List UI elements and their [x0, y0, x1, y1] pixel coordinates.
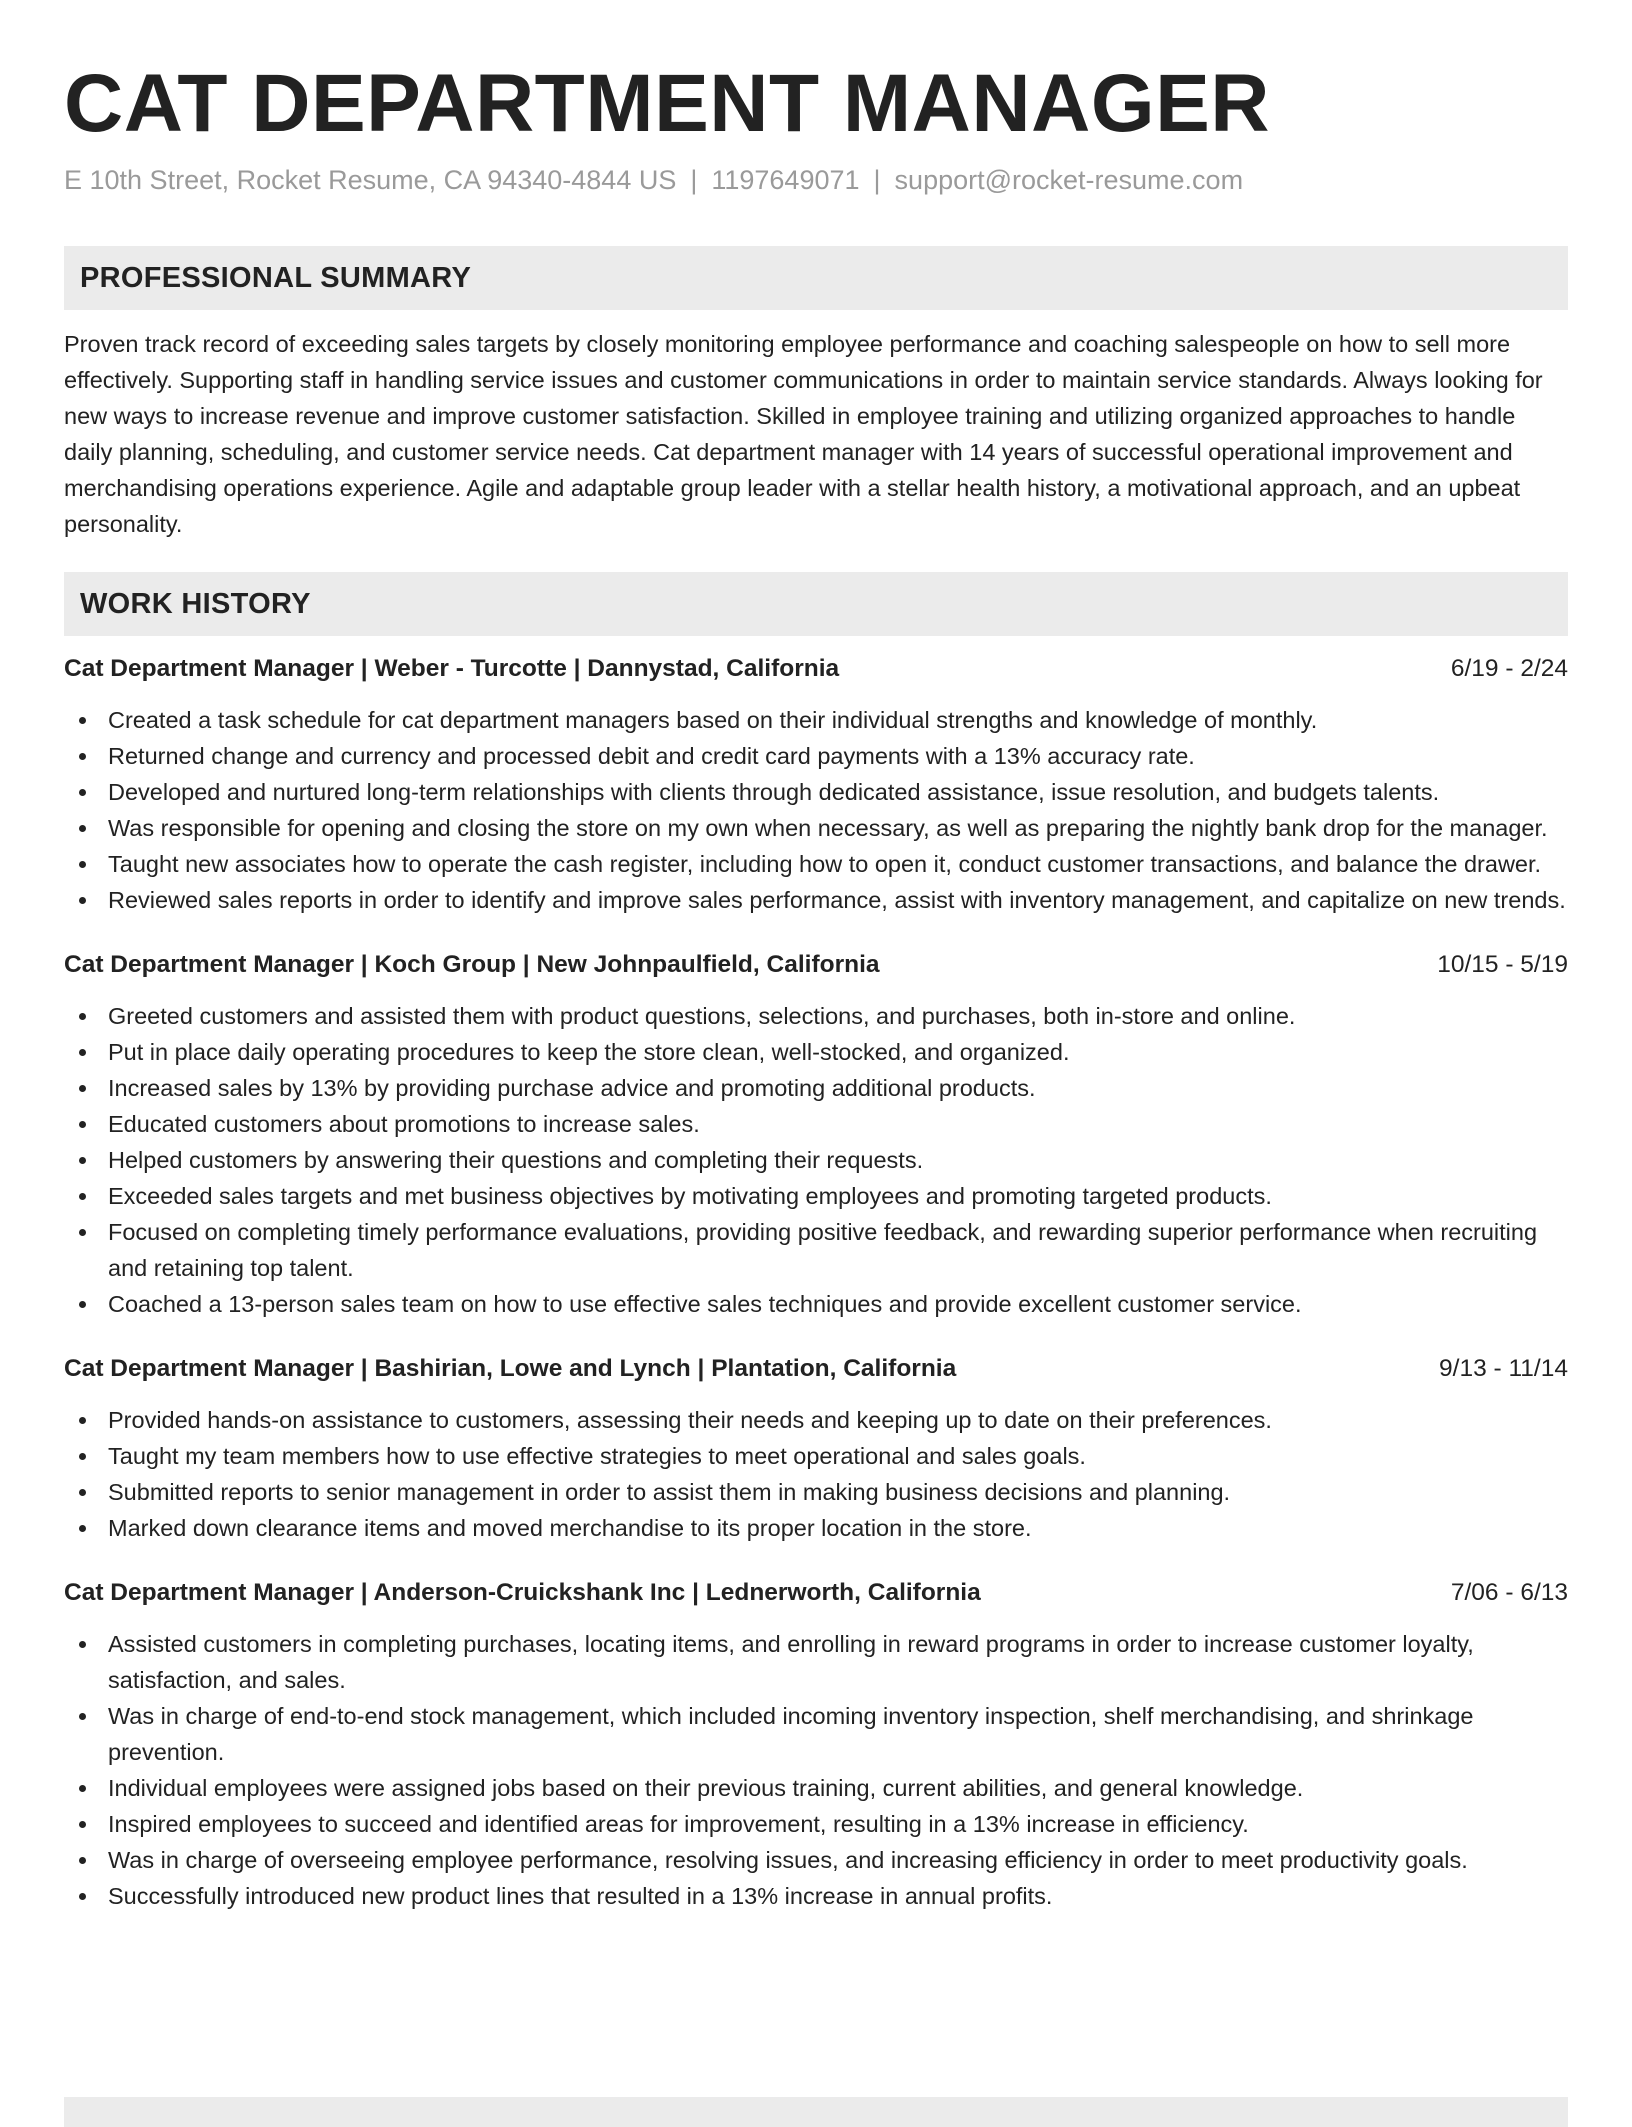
job-bullet: Reviewed sales reports in order to identify and improve sales performance, assist with inventory management, and capitalize on new trends. — [64, 882, 1568, 918]
resume-page — [64, 0, 1568, 1914]
job-header — [64, 1352, 1568, 1386]
job-entry — [64, 948, 1568, 1322]
job-bullet: Inspired employees to succeed and identified areas for improvement, resulting in a 13% increase in efficiency. — [64, 1806, 1568, 1842]
job-bullets — [64, 998, 1568, 1322]
job-bullet: Submitted reports to senior management in order to assist them in making business decisions and planning. — [64, 1474, 1568, 1510]
next-section-heading-bar — [64, 2097, 1568, 2127]
job-bullet: Created a task schedule for cat department managers based on their individual strengths and knowledge of monthly. — [64, 702, 1568, 738]
work-history-list — [64, 652, 1568, 1914]
job-entry — [64, 1576, 1568, 1914]
job-bullet: Helped customers by answering their questions and completing their requests. — [64, 1142, 1568, 1178]
job-dates: 6/19 - 2/24 — [1450, 655, 1568, 682]
contact-address: E 10th Street, Rocket Resume, CA 94340-4844 US — [64, 165, 677, 195]
job-bullet: Focused on completing timely performance evaluations, providing positive feedback, and rewarding superior performance when recruiting and retaining top talent. — [64, 1214, 1568, 1286]
work-history-heading: WORK HISTORY — [64, 572, 1568, 636]
job-title: Cat Department Manager | Anderson-Cruickshank Inc | Lednerworth, California — [64, 1579, 981, 1606]
job-bullet: Increased sales by 13% by providing purchase advice and promoting additional products. — [64, 1070, 1568, 1106]
job-dates: 7/06 - 6/13 — [1450, 1579, 1568, 1606]
job-bullets — [64, 702, 1568, 918]
contact-email: support@rocket-resume.com — [894, 165, 1244, 195]
job-bullet: Was in charge of end-to-end stock management, which included incoming inventory inspection, shelf merchandising, and shrinkage prevention. — [64, 1698, 1568, 1770]
contact-phone: 1197649071 — [711, 165, 860, 195]
job-bullet: Was in charge of overseeing employee performance, resolving issues, and increasing efficiency in order to meet productivity goals. — [64, 1842, 1568, 1878]
job-title: Cat Department Manager | Bashirian, Lowe and Lynch | Plantation, California — [64, 1355, 957, 1382]
professional-summary-text: Proven track record of exceeding sales targets by closely monitoring employee performance and coaching salespeople on how to sell more effectively. Supporting staff in handling service issues and customer communications in order to maintain service standards. Always looking for new ways to increase revenue and improve customer satisfaction. Skilled in employee training and utilizing organized approaches to handle daily planning, scheduling, and customer service needs. Cat department manager with 14 years of successful operational improvement and merchandising operations experience. Agile and adaptable group leader with a stellar health history, a motivational approach, and an upbeat personality. — [64, 331, 1543, 537]
job-bullet: Marked down clearance items and moved merchandise to its proper location in the store. — [64, 1510, 1568, 1546]
job-entry — [64, 1352, 1568, 1546]
job-entry — [64, 652, 1568, 918]
resume-name-title: CAT DEPARTMENT MANAGER — [64, 58, 1271, 149]
job-bullet: Put in place daily operating procedures to keep the store clean, well-stocked, and organized. — [64, 1034, 1568, 1070]
job-bullets — [64, 1402, 1568, 1546]
job-bullet: Was responsible for opening and closing the store on my own when necessary, as well as preparing the nightly bank drop for the manager. — [64, 810, 1568, 846]
job-bullet: Coached a 13-person sales team on how to use effective sales techniques and provide excellent customer service. — [64, 1286, 1568, 1322]
contact-separator: | — [690, 165, 698, 195]
job-dates: 10/15 - 5/19 — [1437, 951, 1568, 978]
job-bullet: Returned change and currency and processed debit and credit card payments with a 13% accuracy rate. — [64, 738, 1568, 774]
job-bullet: Greeted customers and assisted them with product questions, selections, and purchases, both in-store and online. — [64, 998, 1568, 1034]
job-header — [64, 1576, 1568, 1610]
job-bullet: Developed and nurtured long-term relationships with clients through dedicated assistance, issue resolution, and budgets talents. — [64, 774, 1568, 810]
job-bullet: Exceeded sales targets and met business objectives by motivating employees and promoting targeted products. — [64, 1178, 1568, 1214]
professional-summary-heading: PROFESSIONAL SUMMARY — [64, 246, 1568, 310]
job-header — [64, 652, 1568, 686]
job-bullets — [64, 1626, 1568, 1914]
job-header — [64, 948, 1568, 982]
job-bullet: Provided hands-on assistance to customers, assessing their needs and keeping up to date on their preferences. — [64, 1402, 1568, 1438]
contact-line — [64, 162, 1568, 198]
job-title: Cat Department Manager | Koch Group | New Johnpaulfield, California — [64, 951, 880, 978]
job-bullet: Taught my team members how to use effective strategies to meet operational and sales goals. — [64, 1438, 1568, 1474]
job-title: Cat Department Manager | Weber - Turcotte | Dannystad, California — [64, 655, 840, 682]
contact-separator: | — [873, 165, 881, 195]
job-bullet: Taught new associates how to operate the cash register, including how to open it, conduct customer transactions, and balance the drawer. — [64, 846, 1568, 882]
job-bullet: Educated customers about promotions to increase sales. — [64, 1106, 1568, 1142]
job-bullet: Assisted customers in completing purchases, locating items, and enrolling in reward programs in order to increase customer loyalty, satisfaction, and sales. — [64, 1626, 1568, 1698]
job-bullet: Individual employees were assigned jobs based on their previous training, current abilities, and general knowledge. — [64, 1770, 1568, 1806]
job-dates: 9/13 - 11/14 — [1439, 1355, 1568, 1382]
job-bullet: Successfully introduced new product lines that resulted in a 13% increase in annual profits. — [64, 1878, 1568, 1914]
